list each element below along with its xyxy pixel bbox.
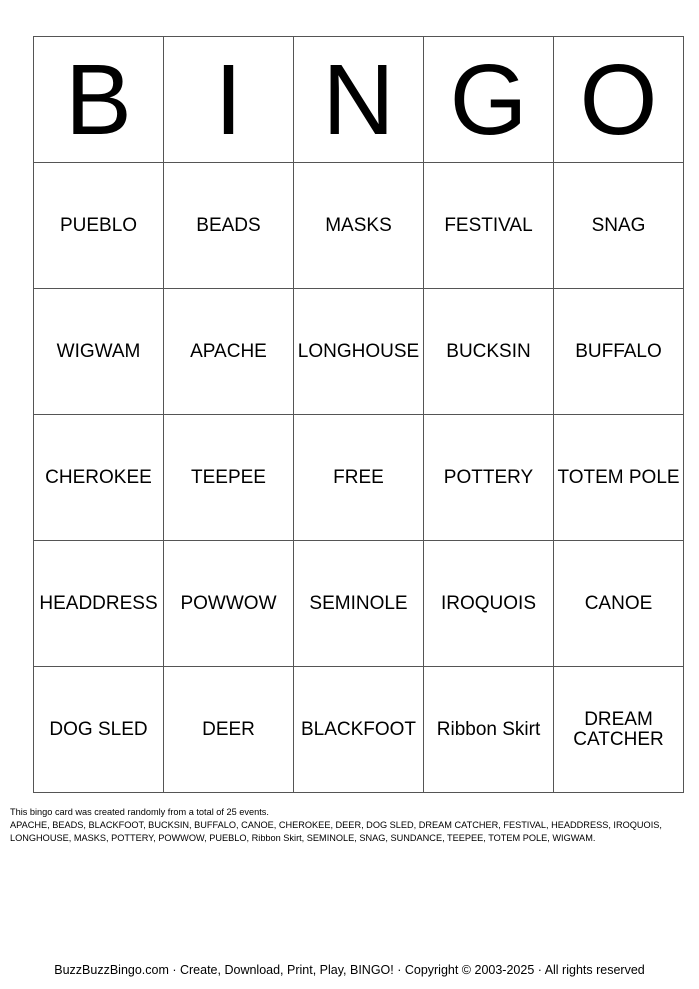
card-cell: SEMINOLE <box>294 541 424 667</box>
note-line: This bingo card was created randomly from a total of 25 events. <box>10 807 269 817</box>
card-cell: CANOE <box>554 541 684 667</box>
header-letter-i: I <box>164 37 294 163</box>
header-letter-o: O <box>554 37 684 163</box>
card-cell: DOG SLED <box>34 667 164 793</box>
card-cell: BEADS <box>164 163 294 289</box>
card-cell: PUEBLO <box>34 163 164 289</box>
card-cell: POWWOW <box>164 541 294 667</box>
card-cell: TOTEM POLE <box>554 415 684 541</box>
card-cell: HEADDRESS <box>34 541 164 667</box>
card-cell: DEER <box>164 667 294 793</box>
header-letter-g: G <box>424 37 554 163</box>
card-row-3 <box>34 415 684 541</box>
card-cell: MASKS <box>294 163 424 289</box>
card-cell: BLACKFOOT <box>294 667 424 793</box>
note-line: APACHE, BEADS, BLACKFOOT, BUCKSIN, BUFFALO, CANOE, CHEROKEE, DEER, DOG SLED, DREAM CATCHER, FESTIVAL, HEADDRESS, IROQUOIS, <box>10 820 662 830</box>
note-line: LONGHOUSE, MASKS, POTTERY, POWWOW, PUEBLO, Ribbon Skirt, SEMINOLE, SNAG, SUNDANCE, TEEPEE, TOTEM POLE, WIGWAM. <box>10 833 596 843</box>
bingo-card <box>33 36 684 793</box>
card-cell: LONGHOUSE <box>294 289 424 415</box>
card-cell: POTTERY <box>424 415 554 541</box>
card-cell: DREAM CATCHER <box>554 667 684 793</box>
card-cell: CHEROKEE <box>34 415 164 541</box>
header-row <box>34 37 684 163</box>
card-row-4 <box>34 541 684 667</box>
free-cell: FREE <box>294 415 424 541</box>
card-cell: SNAG <box>554 163 684 289</box>
page-footer: BuzzBuzzBingo.com · Create, Download, Print, Play, BINGO! · Copyright © 2003-2025 · All rights reserved <box>54 963 645 977</box>
card-row-2 <box>34 289 684 415</box>
card-row-5 <box>34 667 684 793</box>
card-cell: FESTIVAL <box>424 163 554 289</box>
card-cell: BUCKSIN <box>424 289 554 415</box>
header-letter-n: N <box>294 37 424 163</box>
card-cell: IROQUOIS <box>424 541 554 667</box>
header-letter-b: B <box>34 37 164 163</box>
card-cell: APACHE <box>164 289 294 415</box>
card-cell: BUFFALO <box>554 289 684 415</box>
card-note <box>10 806 695 845</box>
card-cell: WIGWAM <box>34 289 164 415</box>
card-row-1 <box>34 163 684 289</box>
card-cell: TEEPEE <box>164 415 294 541</box>
card-cell: Ribbon Skirt <box>424 667 554 793</box>
